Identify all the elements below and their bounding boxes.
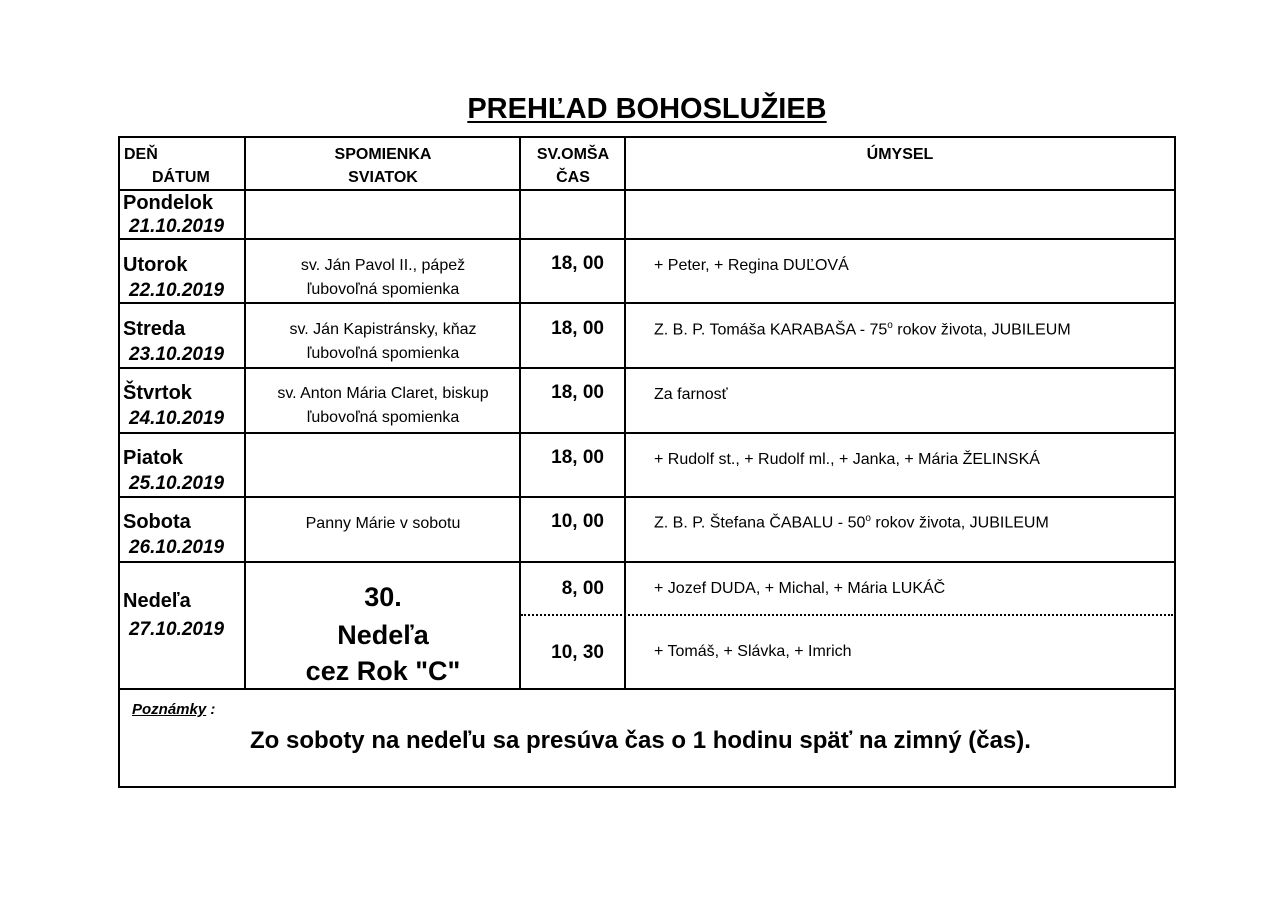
mass-time: 18, 00 — [551, 318, 604, 339]
day-name: Pondelok — [123, 192, 214, 214]
spomienka-text: sv. Ján Pavol II., pápež — [300, 257, 466, 274]
date: 26.10.2019 — [129, 537, 225, 558]
row-divider — [118, 367, 1176, 369]
header-time: ČAS — [556, 169, 590, 186]
date: 21.10.2019 — [129, 216, 225, 237]
sunday-feast-cycle: cez Rok "C" — [305, 656, 461, 686]
date: 22.10.2019 — [129, 280, 225, 301]
spomienka-type: ľubovoľná spomienka — [306, 409, 460, 426]
row-divider — [118, 496, 1176, 498]
spomienka-type: ľubovoľná spomienka — [306, 281, 460, 298]
header-day: DEŇ — [124, 146, 158, 163]
mass-time: 18, 00 — [551, 253, 604, 274]
header-mass: SV.OMŠA — [536, 146, 610, 163]
day-name: Utorok — [123, 254, 188, 276]
mass-time: 18, 00 — [551, 447, 604, 468]
header-spomienka: SPOMIENKA — [334, 146, 432, 163]
date: 23.10.2019 — [129, 344, 225, 365]
mass-time: 10, 30 — [551, 642, 604, 663]
header-date: DÁTUM — [152, 169, 210, 186]
spomienka-text: sv. Ján Kapistránsky, kňaz — [289, 321, 477, 338]
header-sviatok: SVIATOK — [348, 169, 418, 186]
page-title: PREHĽAD BOHOSLUŽIEB — [467, 93, 827, 125]
sunday-feast-name: Nedeľa — [337, 620, 429, 650]
day-name: Streda — [123, 318, 186, 340]
header-intent: ÚMYSEL — [866, 146, 934, 163]
row-divider — [118, 432, 1176, 434]
mass-intent: + Tomáš, + Slávka, + Imrich — [654, 643, 852, 660]
date: 27.10.2019 — [129, 619, 225, 640]
day-name: Nedeľa — [123, 590, 191, 612]
row-divider — [118, 302, 1176, 304]
mass-time: 8, 00 — [561, 578, 604, 599]
mass-intent: + Jozef DUDA, + Michal, + Mária LUKÁČ — [654, 580, 946, 597]
mass-intent: + Peter, + Regina DUĽOVÁ — [654, 257, 849, 274]
row-divider — [118, 238, 1176, 240]
spomienka-text: Panny Márie v sobotu — [305, 515, 461, 532]
sunday-feast-number: 30. — [364, 582, 402, 612]
notes-text: Zo soboty na nedeľu sa presúva čas o 1 hodinu späť na zimný (čas). — [250, 727, 1031, 754]
row-divider — [118, 189, 1176, 191]
mass-intent: Za farnosť — [654, 386, 728, 403]
mass-intent: Z. B. P. Tomáša KARABAŠA - 75$^o$ rokov života, JUBILEUM — [654, 320, 1071, 339]
day-name: Piatok — [123, 447, 184, 469]
spomienka-text: sv. Anton Mária Claret, biskup — [277, 385, 489, 402]
column-divider — [624, 136, 626, 690]
spomienka-type: ľubovoľná spomienka — [306, 345, 460, 362]
mass-time: 18, 00 — [551, 382, 604, 403]
day-name: Sobota — [123, 511, 191, 533]
mass-intent: Z. B. P. Štefana ČABALU - 50$^o$ rokov života, JUBILEUM — [654, 513, 1049, 532]
date: 25.10.2019 — [129, 473, 225, 494]
notes-label: Poznámky : — [132, 701, 216, 718]
mass-intent: + Rudolf st., + Rudolf ml., + Janka, + Mária ŽELINSKÁ — [654, 451, 1040, 468]
mass-time: 10, 00 — [551, 511, 604, 532]
row-divider — [118, 561, 1176, 563]
notes-divider — [118, 688, 1176, 690]
sunday-mass-divider — [521, 614, 1173, 616]
date: 24.10.2019 — [129, 408, 225, 429]
day-name: Štvrtok — [123, 382, 192, 404]
